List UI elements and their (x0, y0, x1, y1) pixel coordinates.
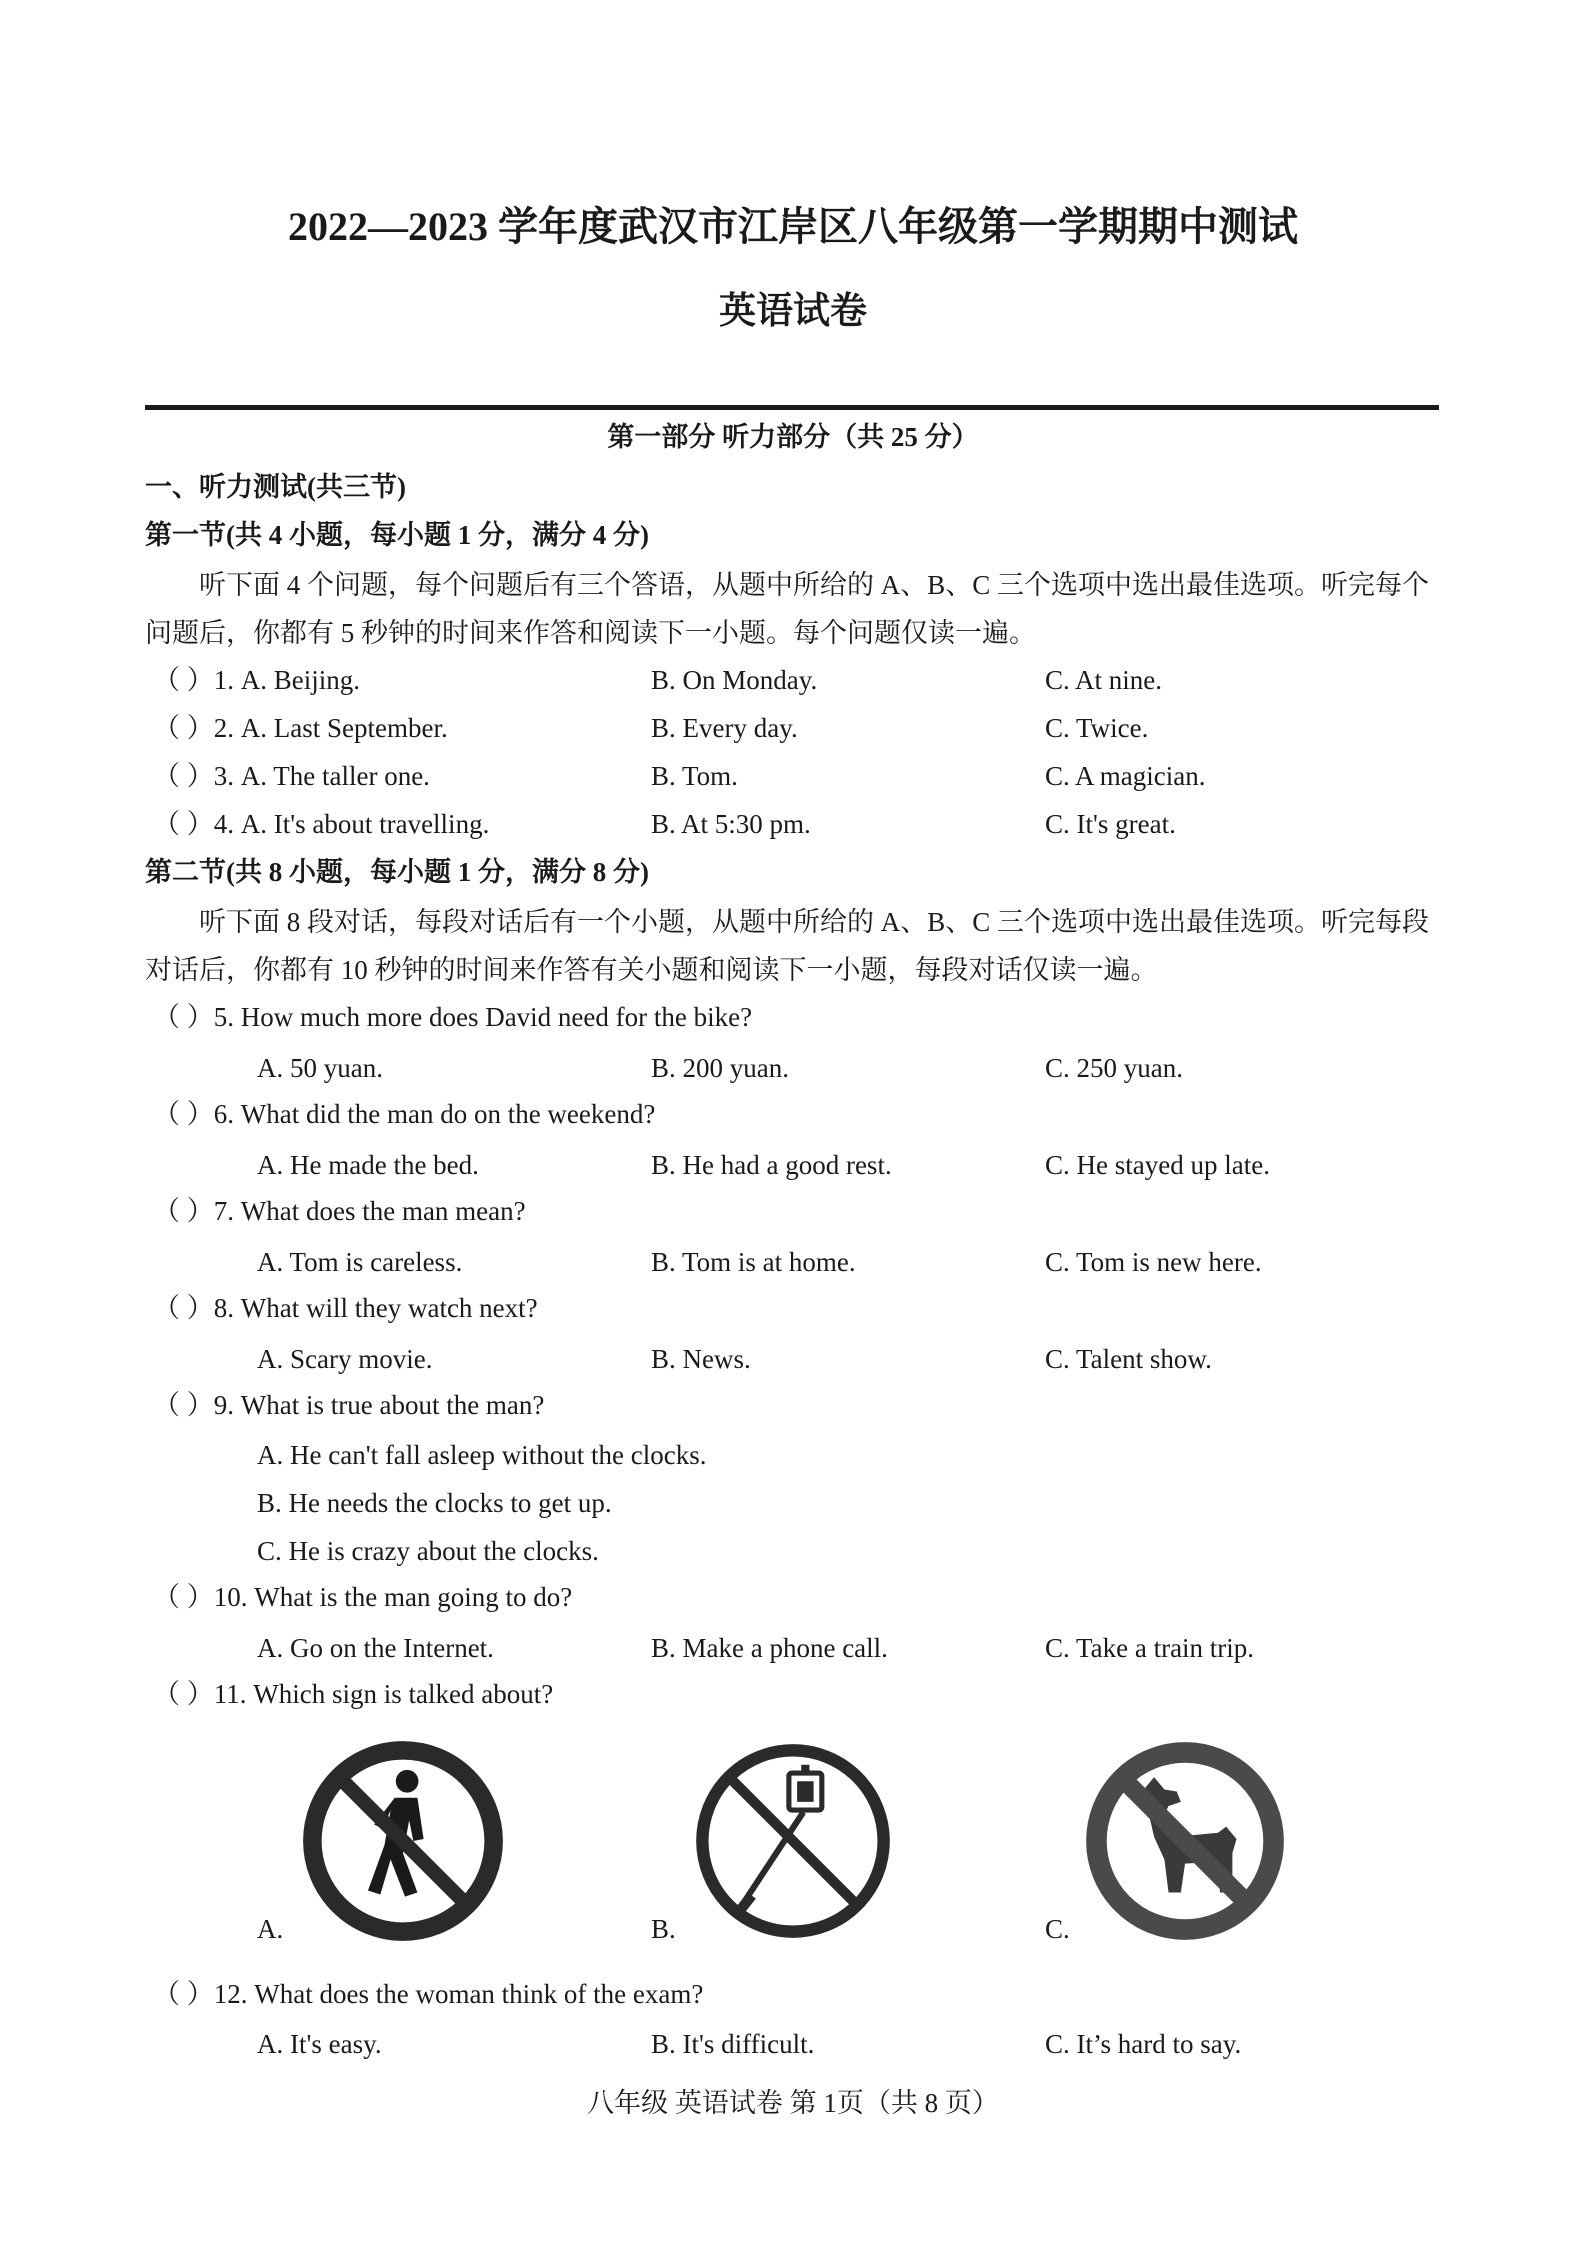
q9-option-b: B. He needs the clocks to get up. (257, 1488, 612, 1518)
q11-option-b: B. (651, 1914, 676, 1944)
q7-option-b: B. Tom is at home. (651, 1247, 856, 1277)
sec2-instruction: 听下面 8 段对话，每段对话后有一个小题，从题中所给的 A、B、C 三个选项中选出最佳选项。听完每段对话后，你都有 10 秒钟的时间来作答有关小题和阅读下一小题，每段对话仅读一遍。 (145, 907, 1430, 985)
sec2-heading: 第二节(共 8 小题，每小题 1 分，满分 8 分) (145, 857, 649, 887)
q10-stem: （ ）10. What is the man going to do? (153, 1582, 573, 1612)
q2-option-b: B. Every day. (651, 713, 798, 743)
q12-stem: （ ）12. What does the woman think of the exam? (153, 1979, 704, 2009)
q1-option-c: C. At nine. (1045, 665, 1163, 695)
q2-option-c: C. Twice. (1045, 713, 1149, 743)
q9-option-c: C. He is crazy about the clocks. (257, 1536, 599, 1566)
q7-option-c: C. Tom is new here. (1045, 1247, 1262, 1277)
q6-option-a: A. He made the bed. (257, 1150, 479, 1180)
q4-option-c: C. It's great. (1045, 809, 1176, 839)
q6-option-c: C. He stayed up late. (1045, 1150, 1270, 1180)
title-divider (145, 405, 1439, 410)
q3-option-b: B. Tom. (651, 761, 738, 791)
q6-option-b: B. He had a good rest. (651, 1150, 892, 1180)
no-pedestrians-icon (300, 1738, 506, 1944)
q1-stem: （ ）1. A. Beijing. (153, 665, 360, 695)
q12-option-b: B. It's difficult. (651, 2029, 815, 2059)
q5-option-a: A. 50 yuan. (257, 1053, 383, 1083)
q3-option-c: C. A magician. (1045, 761, 1206, 791)
section-title: 一、听力测试(共三节) (145, 472, 406, 502)
sec1-instruction: 听下面 4 个问题，每个问题后有三个答语，从题中所给的 A、B、C 三个选项中选出最佳选项。听完每个问题后，你都有 5 秒钟的时间来作答和阅读下一小题。每个问题仅读一遍。 (145, 570, 1430, 648)
q11-option-c: C. (1045, 1914, 1070, 1944)
q9-option-a: A. He can't fall asleep without the clocks. (257, 1440, 707, 1470)
q7-option-a: A. Tom is careless. (257, 1247, 463, 1277)
q9-stem: （ ）9. What is true about the man? (153, 1390, 545, 1420)
q10-option-b: B. Make a phone call. (651, 1633, 888, 1663)
q7-stem: （ ）7. What does the man mean? (153, 1196, 526, 1226)
no-dogs-icon (1082, 1738, 1288, 1944)
q6-stem: （ ）6. What did the man do on the weekend? (153, 1099, 656, 1129)
q12-option-c: C. It’s hard to say. (1045, 2029, 1242, 2059)
q8-option-b: B. News. (651, 1344, 751, 1374)
exam-subtitle: 英语试卷 (719, 291, 867, 332)
no-selfie-stick-icon (690, 1738, 896, 1944)
q8-option-a: A. Scary movie. (257, 1344, 433, 1374)
q1-option-b: B. On Monday. (651, 665, 818, 695)
q2-stem: （ ）2. A. Last September. (153, 713, 448, 743)
q3-stem: （ ）3. A. The taller one. (153, 761, 430, 791)
q8-stem: （ ）8. What will they watch next? (153, 1293, 538, 1323)
q8-option-c: C. Talent show. (1045, 1344, 1212, 1374)
q5-option-b: B. 200 yuan. (651, 1053, 789, 1083)
exam-title: 2022—2023 学年度武汉市江岸区八年级第一学期期中测试 (288, 204, 1298, 249)
q5-option-c: C. 250 yuan. (1045, 1053, 1183, 1083)
sec1-heading: 第一节(共 4 小题，每小题 1 分，满分 4 分) (145, 520, 649, 550)
q5-stem: （ ）5. How much more does David need for the bike? (153, 1002, 753, 1032)
q11-option-a: A. (257, 1914, 284, 1944)
part-heading: 第一部分 听力部分（共 25 分） (607, 422, 979, 452)
q4-stem: （ ）4. A. It's about travelling. (153, 809, 490, 839)
q10-option-c: C. Take a train trip. (1045, 1633, 1255, 1663)
q10-option-a: A. Go on the Internet. (257, 1633, 494, 1663)
page-footer: 八年级 英语试卷 第 1页（共 8 页） (587, 2088, 999, 2118)
q4-option-b: B. At 5:30 pm. (651, 809, 811, 839)
q11-stem: （ ）11. Which sign is talked about? (153, 1679, 554, 1709)
q12-option-a: A. It's easy. (257, 2029, 382, 2059)
